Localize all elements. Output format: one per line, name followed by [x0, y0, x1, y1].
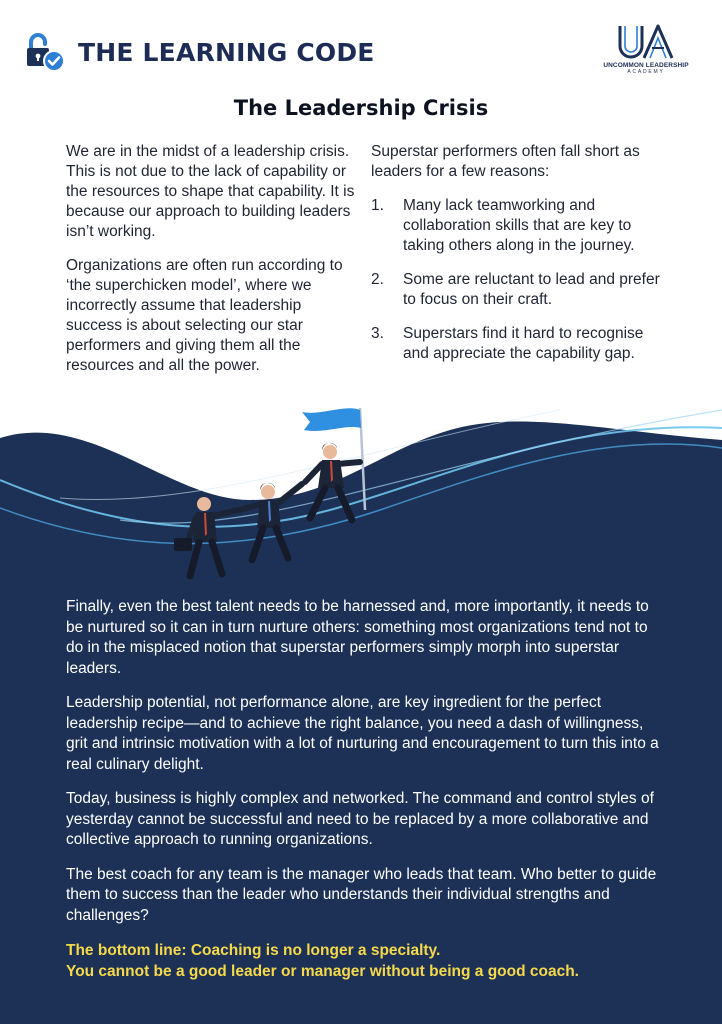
leader-figure: [305, 443, 360, 520]
paragraph: Leadership potential, not performance alone, are key ingredient for the perfect leadership recipe—and to achieve the right balance, you need a dash of willingness, grit and intrinsic motivation with a lot of nurturing and encouragement to turn this into a real culinary delight.: [66, 694, 659, 773]
academy-subtitle: ACADEMY: [627, 69, 665, 75]
bottom-section: [66, 597, 666, 982]
paragraph: Finally, even the best talent needs to be harnessed and, more importantly, it needs to be nurtured so it can in turn nurture others: something most organizations tend not to do in the misplaced notion that superstar performers simply morph into superstar leaders.: [66, 598, 649, 677]
academy-name: UNCOMMON LEADERSHIP: [603, 62, 689, 69]
list-item: [371, 324, 671, 364]
right-column: [371, 142, 671, 378]
list-item: [371, 270, 671, 310]
team-member-figure: [174, 495, 238, 576]
paragraph: Organizations are often run according to ‘the superchicken model’, where we incorrectly assume that leadership success is about selecting our star performers and giving them all the resources and all the power.: [66, 257, 343, 374]
list-number: 2.: [371, 271, 384, 288]
briefcase-icon: [174, 538, 192, 551]
bottom-line-text: You cannot be a good leader or manager without being a good coach.: [66, 963, 579, 980]
flag-icon: [302, 408, 365, 510]
brand: [24, 30, 375, 74]
paragraph: Today, business is highly complex and networked. The command and control styles of yesterday cannot be successful and need to be replaced by a more collaborative and collective approach to running organizations.: [66, 790, 654, 848]
paragraph: We are in the midst of a leadership crisis. This is not due to the lack of capability or the resources to shape that capability. It is because our approach to building leaders isn’t working.: [66, 143, 355, 240]
list-text: Many lack teamworking and collaboration skills that are key to taking others along in the journey.: [403, 197, 635, 254]
page-title: The Leadership Crisis: [233, 96, 489, 120]
list-text: Some are reluctant to lead and prefer to focus on their craft.: [403, 271, 660, 308]
team-climbing-illustration: [160, 400, 390, 600]
list-number: 3.: [371, 325, 384, 342]
list-item: [371, 196, 671, 256]
padlock-check-icon: [24, 30, 68, 74]
list-text: Superstars find it hard to recognise and appreciate the capability gap.: [403, 325, 644, 362]
list-number: 1.: [371, 197, 384, 214]
academy-logo: [598, 24, 694, 75]
reasons-list: [371, 196, 671, 364]
reasons-intro: Superstar performers often fall short as leaders for a few reasons:: [371, 143, 640, 180]
bottom-line-text: The bottom line: Coaching is no longer a specialty.: [66, 942, 441, 959]
left-column: [66, 142, 356, 390]
bottom-line-callout: [66, 940, 666, 982]
ula-logo-mark-icon: [614, 24, 678, 60]
paragraph: The best coach for any team is the manager who leads that team. Who better to guide them to success than the leader who understands their individual strengths and challenges?: [66, 865, 657, 924]
team-member-figure: [240, 483, 302, 560]
brand-title: THE LEARNING CODE: [78, 37, 375, 67]
